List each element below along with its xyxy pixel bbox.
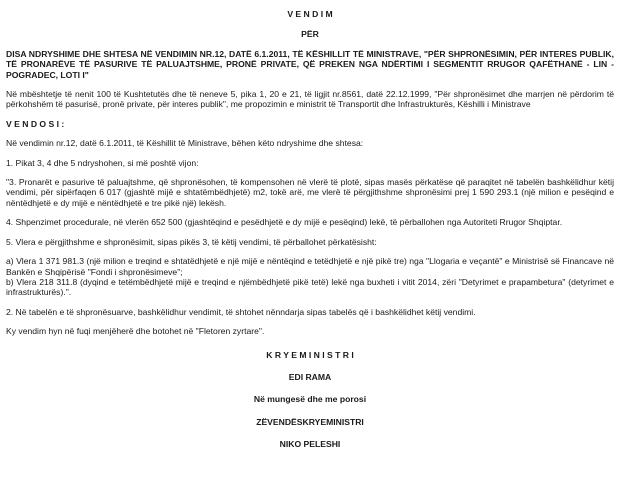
prime-minister-name: EDI RAMA bbox=[288, 371, 332, 382]
item-2: 2. Në tabelën e të shpronësuarve, bashkëlidhur vendimit, të shtohet nënndarja sipas tabelës që i bashkëlidhet këtij vendimi. bbox=[6, 306, 476, 317]
item-5b: b) Vlera 218 311.8 (dyqind e tetëmbëdhjetë mijë e treqind e njëmbëdhjetë pikë tetë) lekë nga buxheti i vitit 2014, zëri "Detyrimet e prapambetura" (detyrimet e infrastrukturës).". bbox=[6, 276, 614, 298]
absence-note: Në mungesë dhe me porosi bbox=[253, 394, 367, 405]
decision-subject: DISA NDRYSHIME DHE SHTESA NË VENDIMIN NR.12, DATË 6.1.2011, TË KËSHILLIT TË MINISTRAVE, "PËR SHPRONËSIMIN, PËR INTERES PUBLIK, TË PRONARËVE TË PASURIVE TË PALUAJTSHME, PRONË PRIVATE, QË PREKEN NGA NDËRTIMI I SEGMENTIT RRUGOR QAFËTHANË - LIN - POGRADEC, LOTI I" bbox=[6, 48, 614, 80]
preamble: Në mbështetje të nenit 100 të Kushtetutës dhe të neneve 5, pika 1, 20 e 21, të ligjit nr.8561, datë 22.12.1999, "Për shpronësimet dhe marrjen në përdorim të përkohshëm të pasurisë, pronë private, për interes publik", me propozimin e ministrit të Transportit dhe Infrastrukturës, Këshilli i Ministrave bbox=[6, 89, 614, 110]
item-4-text: 4. Shpenzimet procedurale, në vlerën 652 500 (gjashtëqind e pesëdhjetë e dy mijë e pesëqind) lekë, të përballohen nga Autoriteti Rrugor Shqiptar. bbox=[6, 217, 563, 228]
vendim-heading: V E N D I M bbox=[287, 9, 333, 19]
deputy-title: ZËVENDËSKRYEMINISTRI bbox=[256, 416, 364, 427]
item-1: 1. Pikat 3, 4 dhe 5 ndryshohen, si më poshtë vijon: bbox=[6, 157, 199, 168]
item-5-text: 5. Vlera e përgjithshme e shpronësimit, sipas pikës 3, të këtij vendimi, të përballohet përkatësisht: bbox=[6, 236, 377, 247]
per-heading: PËR bbox=[301, 29, 319, 40]
prime-minister-title: K R Y E M I N I S T R I bbox=[266, 349, 354, 360]
item-3-text: "3. Pronarët e pasurive të paluajtshme, që shpronësohen, të kompensohen në vlerë të plotë, sipas masës përkatëse që paraqitet në tabelën bashkëlidhur këtij vendimi, për sipërfaqen 6 017 (gjashtë mijë e shtatëmbëdhjetë) m2, tokë arë, me vlerë të përgjithshme shpronësimi prej 1 590 293.1 (një milion e pesëqind e nëntëdhjetë e dy mijë e nëntëdhjetë e tre pikë një) lekësh. bbox=[6, 177, 614, 208]
closing-paragraph: Ky vendim hyn në fuqi menjëherë dhe botohet në "Fletoren zyrtare". bbox=[6, 326, 265, 337]
deputy-name: NIKO PELESHI bbox=[279, 439, 341, 450]
intro-paragraph: Në vendimin nr.12, datë 6.1.2011, të Këshillit të Ministrave, bëhen këto ndryshime dhe shtesa: bbox=[6, 138, 364, 149]
vendosi-heading: V E N D O S I : bbox=[6, 118, 65, 129]
title-block bbox=[6, 9, 614, 80]
item-5a: a) Vlera 1 371 981.3 (një milion e treqind e shtatëdhjetë e një mijë e nëntëqind e tetëdhjetë e një pikë tre) nga "Llogaria e veçantë" e Ministrisë së Financave në Bankën e Shqipërisë "Fondi i shpronësimeve"; bbox=[6, 256, 614, 277]
